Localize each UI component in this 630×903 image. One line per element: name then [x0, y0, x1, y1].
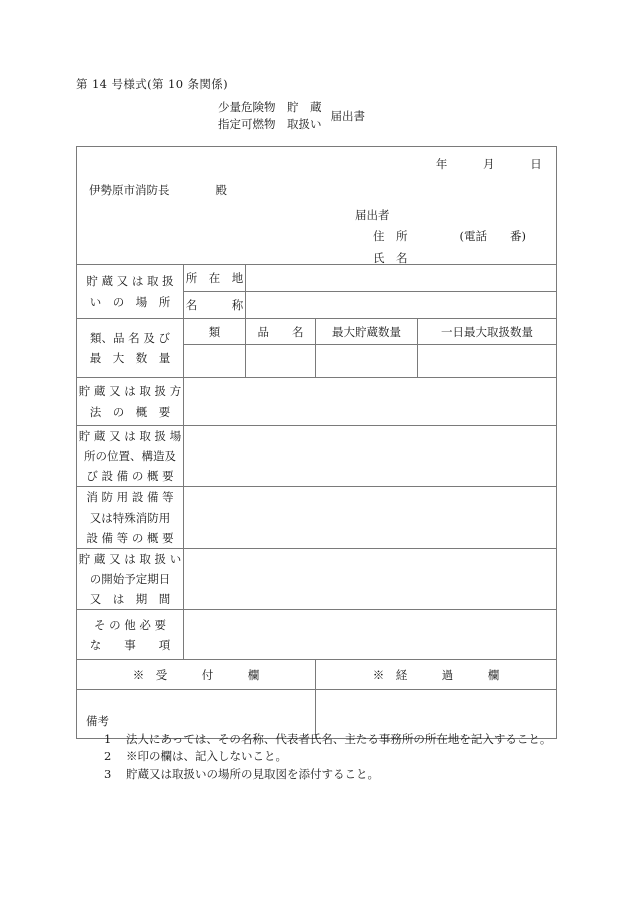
label-other-matters-line1: そ の 他 必 要 — [93, 617, 167, 632]
field-other-matters-value[interactable] — [184, 610, 557, 660]
label-storage-place-line2: い の 場 所 — [89, 294, 171, 309]
label-storage-place-line1: 貯 蔵 又 は 取 扱 — [86, 274, 174, 289]
label-class-name-quantity-line2: 最 大 数 量 — [89, 351, 171, 365]
label-structure-outline-line2: 所の位置、構造及 — [84, 449, 176, 464]
label-firefighting-equipment-line2: 又は特殊消防用 — [89, 510, 171, 525]
label-other-matters — [77, 610, 184, 660]
title-suffix: 届出書 — [330, 108, 365, 123]
label-firefighting-equipment-line3: 設 備 等 の 概 要 — [86, 530, 174, 545]
column-header-class: 類 — [184, 319, 246, 345]
label-structure-outline-line1: 貯 蔵 又 は 取 扱 場 — [78, 429, 182, 443]
remarks-item-text: 貯蔵又は取扱いの場所の見取図を添付すること。 — [126, 766, 379, 781]
column-header-max-daily-handling: 一日最大取扱数量 — [418, 319, 557, 345]
title-line-1: 少量危険物 貯 蔵 — [218, 100, 322, 114]
notification-form-table — [76, 146, 557, 739]
label-progress-column: ※ 経 過 欄 — [316, 660, 557, 690]
column-header-max-storage: 最大貯蔵数量 — [316, 319, 418, 345]
address-label: 住 所 — [373, 229, 408, 244]
field-start-schedule-value[interactable] — [184, 548, 557, 609]
label-class-name-quantity-line1: 類、品 名 及 び — [90, 330, 170, 345]
field-structure-outline-value[interactable] — [184, 426, 557, 487]
header-cell — [77, 147, 557, 265]
table-row-schedule — [77, 548, 557, 609]
name-label: 氏 名 — [373, 250, 408, 265]
remarks-item-text: ※印の欄は、記入しないこと。 — [126, 749, 287, 763]
table-row-equipment — [77, 487, 557, 548]
table-row-structure — [77, 426, 557, 487]
label-location: 所 在 地 — [184, 265, 246, 292]
remarks-item-number: 3 — [104, 766, 112, 781]
submitter-address-row — [355, 226, 526, 247]
label-start-schedule-line3: 又 は 期 間 — [89, 592, 171, 606]
label-method-outline — [77, 378, 184, 426]
remarks-item — [104, 766, 551, 781]
remarks-title: 備考 — [86, 714, 109, 728]
label-structure-outline-line3: び 設 備 の 概 要 — [86, 469, 174, 484]
label-structure-outline — [77, 426, 184, 487]
remarks-section — [86, 716, 551, 786]
field-product-name-value[interactable] — [246, 345, 316, 378]
date-line: 年 月 日 — [435, 157, 543, 171]
column-header-product-name: 品 名 — [246, 319, 316, 345]
document-title — [218, 99, 365, 132]
submitter-label: 届出者 — [355, 208, 390, 222]
remarks-item-text: 法人にあっては、その名称、代表者氏名、主たる事務所の所在地を記入すること。 — [126, 731, 552, 746]
table-row-method — [77, 378, 557, 426]
remarks-item-number: 2 — [104, 749, 112, 763]
remarks-item — [104, 751, 551, 763]
label-firefighting-equipment — [77, 487, 184, 548]
label-start-schedule — [77, 548, 184, 609]
label-firefighting-equipment-line1: 消 防 用 設 備 等 — [86, 490, 174, 505]
table-row-quantity-header — [77, 319, 557, 345]
addressee-line: 伊勢原市消防長 殿 — [89, 183, 227, 197]
label-method-outline-line2: 法 の 概 要 — [89, 404, 171, 419]
field-place-name-value[interactable] — [246, 292, 557, 319]
remarks-item-number: 1 — [104, 731, 112, 746]
submitter-block — [355, 205, 526, 269]
title-line-2: 指定可燃物 取扱い — [218, 116, 322, 131]
field-max-daily-handling-value[interactable] — [418, 345, 557, 378]
label-place-name: 名 称 — [184, 292, 246, 319]
label-start-schedule-line2: の開始予定期日 — [89, 571, 171, 586]
field-method-outline-value[interactable] — [184, 378, 557, 426]
label-receipt-column: ※ 受 付 欄 — [77, 660, 316, 690]
table-row-header — [77, 147, 557, 265]
remarks-item — [104, 731, 552, 746]
label-class-name-quantity — [77, 319, 184, 378]
table-row-other — [77, 610, 557, 660]
field-class-value[interactable] — [184, 345, 246, 378]
label-storage-place — [77, 265, 184, 319]
phone-label: (電話 番) — [459, 229, 526, 244]
label-start-schedule-line1: 貯 蔵 又 は 取 扱 い — [78, 551, 182, 566]
field-firefighting-equipment-value[interactable] — [184, 487, 557, 548]
field-max-storage-value[interactable] — [316, 345, 418, 378]
table-row-official-headers — [77, 660, 557, 690]
title-stacked-lines — [218, 99, 322, 132]
label-method-outline-line1: 貯 蔵 又 は 取 扱 方 — [78, 384, 182, 399]
form-number: 第 14 号様式(第 10 条関係) — [76, 77, 229, 91]
label-other-matters-line2: な 事 項 — [89, 637, 171, 652]
